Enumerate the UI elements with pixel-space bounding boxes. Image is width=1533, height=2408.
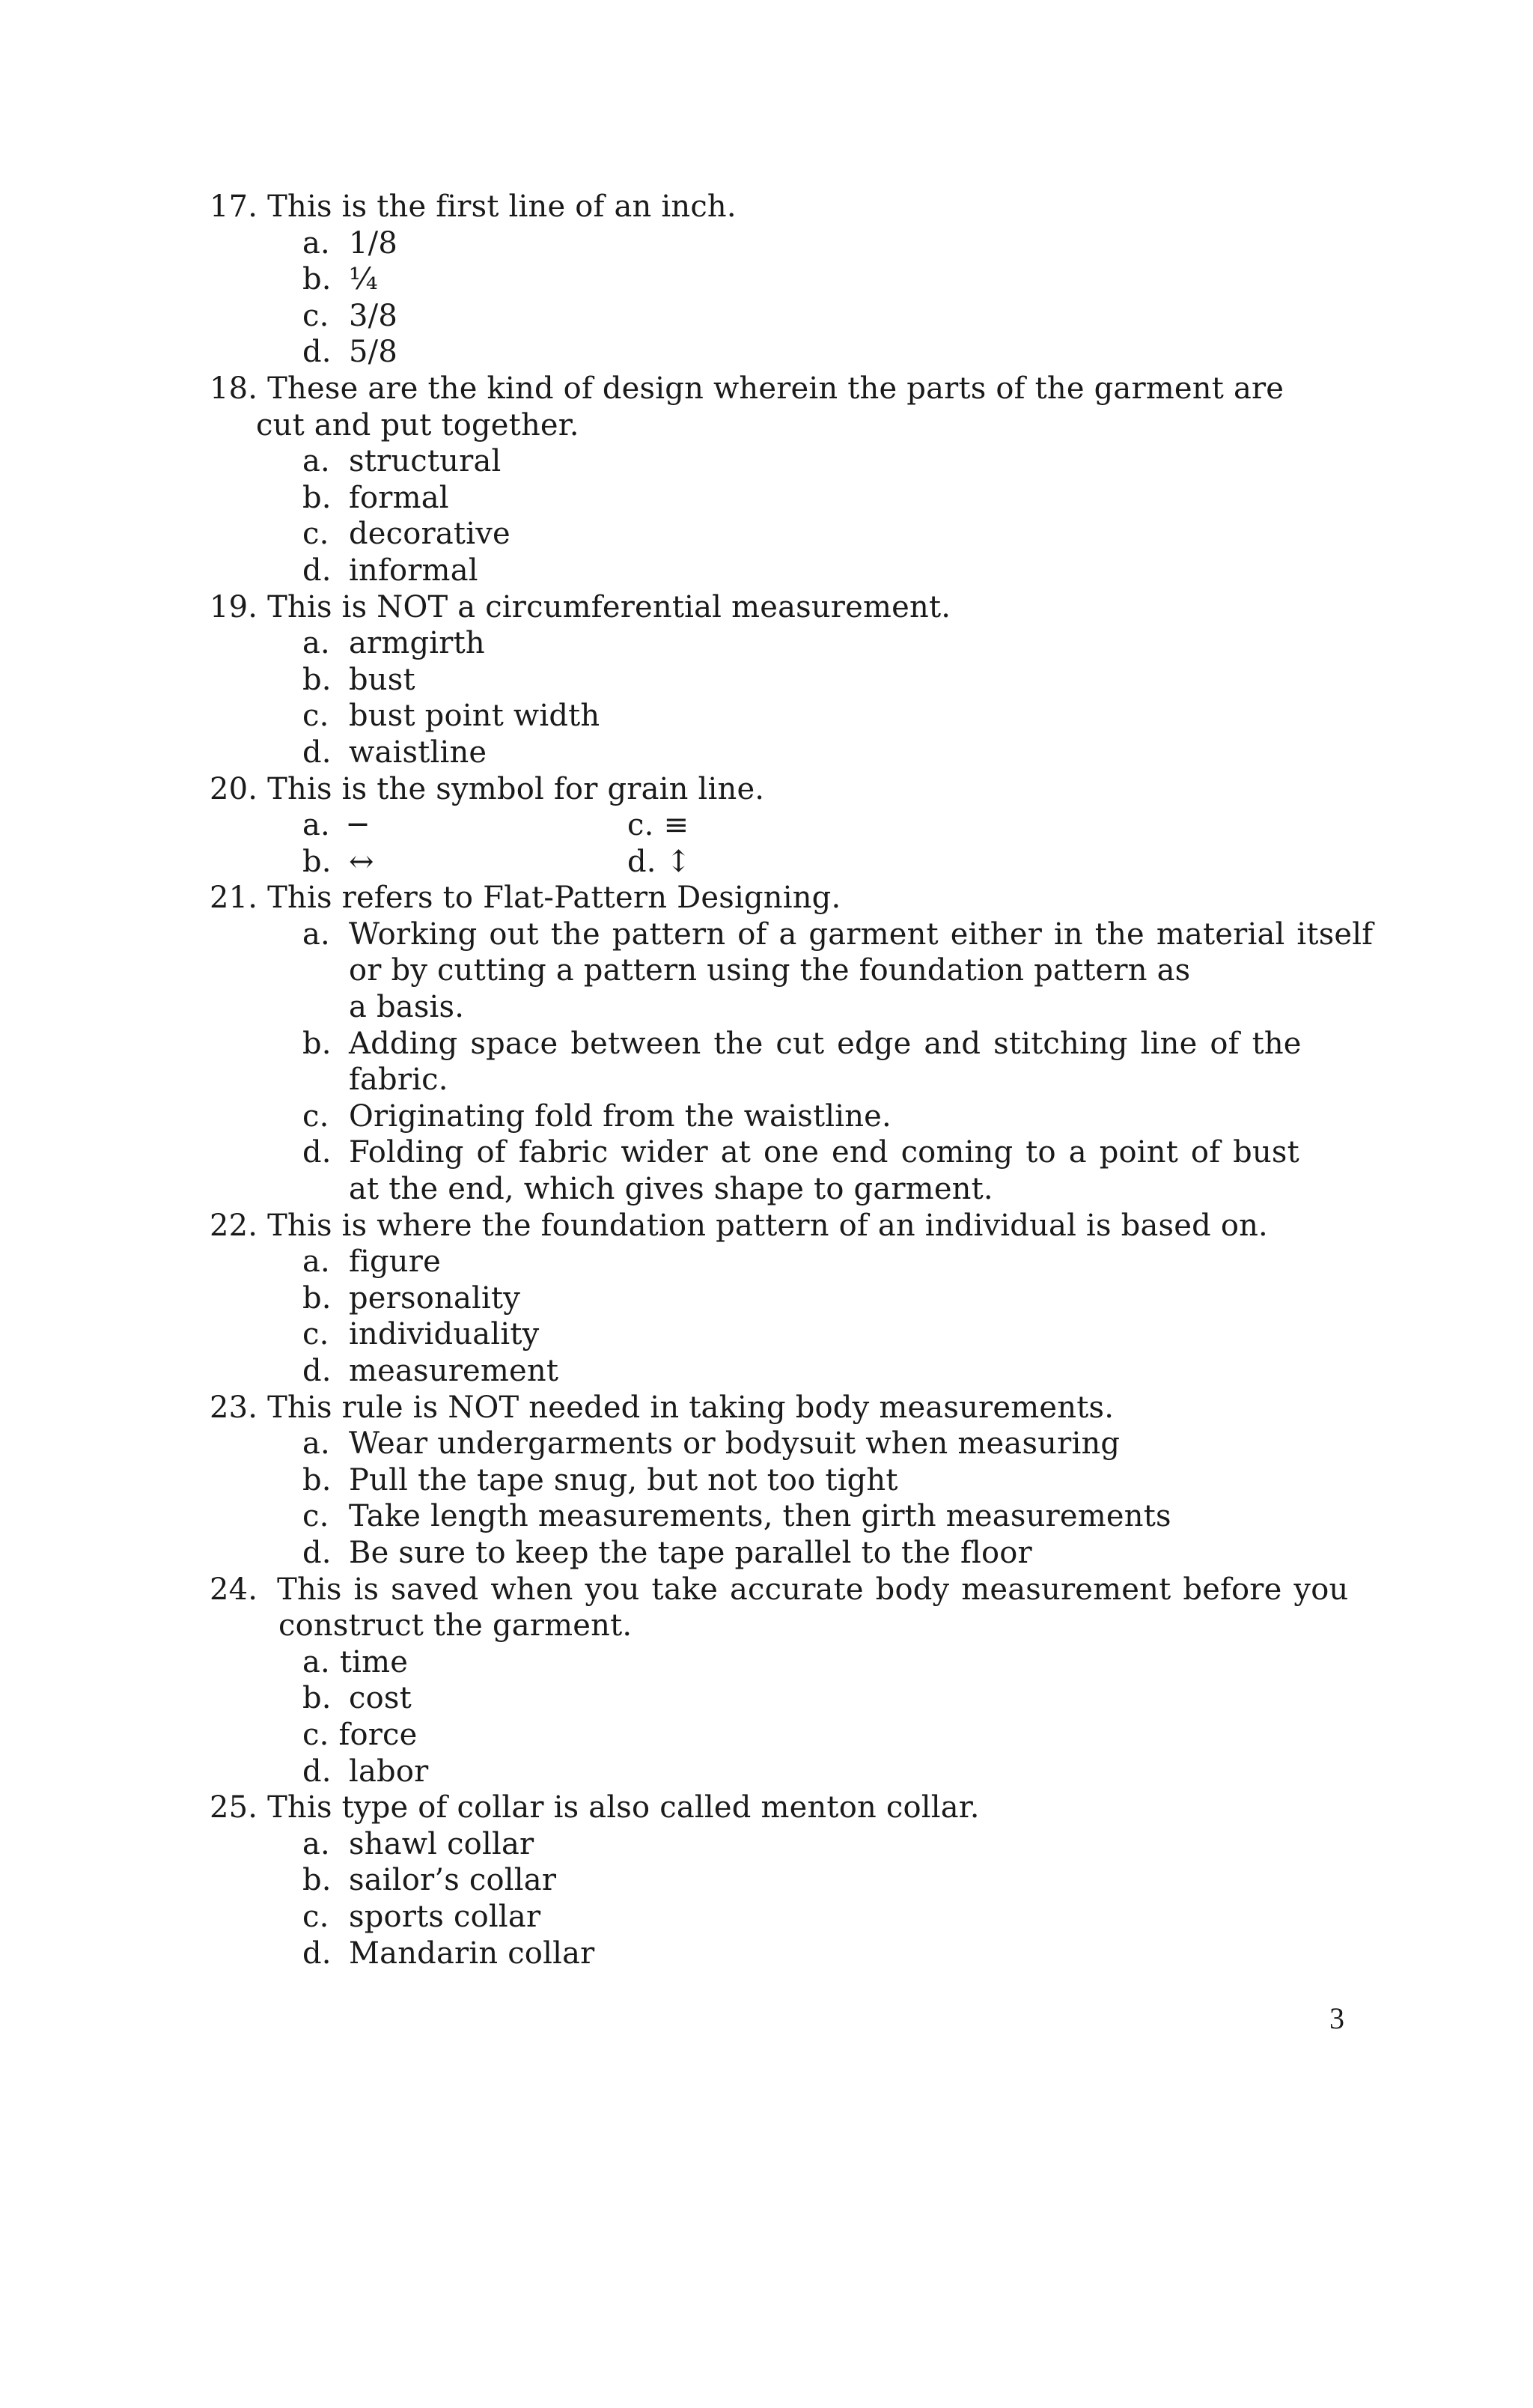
option-label: c. bbox=[302, 1899, 329, 1934]
option-label: c. bbox=[627, 808, 654, 843]
option-label: d. bbox=[302, 1135, 332, 1170]
option-text: Folding of fabric wider at one end coming to a point of bust bbox=[349, 1135, 1299, 1170]
option-text: Mandarin collar bbox=[349, 1936, 595, 1971]
question-text-continuation bbox=[210, 407, 1362, 444]
option-label: b. bbox=[302, 262, 332, 297]
option-label: d. bbox=[302, 1936, 332, 1971]
question-number: 22. bbox=[210, 1208, 258, 1243]
option-label: c. bbox=[302, 1098, 329, 1134]
question-text: This is the first line of an inch. bbox=[267, 189, 737, 224]
question-21 bbox=[210, 880, 1374, 1207]
option-d bbox=[210, 735, 1362, 771]
option-text: bust bbox=[349, 662, 415, 697]
option-text: sailor’s collar bbox=[349, 1863, 557, 1898]
option-text: personality bbox=[349, 1280, 521, 1316]
option-d bbox=[210, 1353, 1362, 1390]
question-stem bbox=[210, 589, 1362, 626]
question-text: This rule is NOT needed in taking body measurements. bbox=[267, 1390, 1115, 1425]
question-stem bbox=[210, 1572, 1362, 1608]
option-c bbox=[210, 1316, 1362, 1353]
option-label: a. bbox=[302, 1426, 330, 1462]
option-c bbox=[210, 1098, 1362, 1135]
option-c bbox=[210, 698, 1362, 735]
option-a bbox=[210, 1244, 1362, 1280]
option-label: c. bbox=[302, 1499, 329, 1534]
option-label: d. bbox=[302, 1354, 332, 1388]
question-number: 23. bbox=[210, 1390, 258, 1425]
option-label: a. bbox=[302, 808, 330, 843]
option-c bbox=[210, 516, 1362, 553]
question-text: This is saved when you take accurate body measurement before you bbox=[277, 1572, 1349, 1607]
option-label: d. bbox=[302, 335, 332, 370]
option-text: decorative bbox=[349, 517, 511, 552]
option-label: a. bbox=[302, 626, 330, 661]
option-a bbox=[210, 625, 1362, 662]
option-label: d. bbox=[302, 735, 332, 770]
option-a-continuation bbox=[210, 989, 1362, 1026]
question-number: 20. bbox=[210, 771, 258, 806]
option-label: b. bbox=[302, 844, 332, 879]
option-label: c. bbox=[302, 1317, 329, 1352]
option-c bbox=[210, 298, 1362, 335]
question-22 bbox=[210, 1208, 1362, 1390]
option-label: d. bbox=[627, 844, 656, 879]
question-text-continuation bbox=[210, 1608, 1362, 1644]
option-text: 3/8 bbox=[349, 298, 397, 333]
option-a bbox=[210, 1644, 1362, 1681]
question-stem bbox=[210, 880, 1362, 916]
option-c bbox=[210, 1498, 1362, 1535]
option-d bbox=[210, 334, 1362, 371]
option-label: a. bbox=[302, 1826, 330, 1861]
question-17 bbox=[210, 189, 1362, 371]
question-text: This type of collar is also called menton collar. bbox=[267, 1790, 980, 1825]
question-text: This refers to Flat-Pattern Designing. bbox=[267, 881, 841, 916]
question-text: This is where the foundation pattern of an individual is based on. bbox=[267, 1208, 1268, 1243]
option-label: d. bbox=[302, 1754, 332, 1789]
option-text: Working out the pattern of a garment either in the material itself bbox=[349, 916, 1374, 952]
question-23 bbox=[210, 1390, 1362, 1572]
question-stem bbox=[210, 1208, 1362, 1244]
question-18 bbox=[210, 371, 1362, 589]
option-d bbox=[210, 1936, 1362, 1972]
question-number: 25. bbox=[210, 1790, 258, 1825]
option-text: Originating fold from the waistline. bbox=[349, 1098, 892, 1134]
option-c bbox=[627, 807, 689, 844]
option-text: time bbox=[339, 1644, 409, 1679]
option-row-a-c bbox=[210, 807, 1362, 844]
option-c bbox=[210, 1717, 1362, 1754]
option-label: c. bbox=[302, 517, 329, 552]
option-text: 5/8 bbox=[349, 335, 397, 370]
option-text: Take length measurements, then girth measurements bbox=[349, 1499, 1171, 1534]
question-stem bbox=[210, 371, 1362, 407]
option-text: labor bbox=[349, 1754, 429, 1789]
option-c bbox=[210, 1899, 1362, 1936]
option-d bbox=[210, 1754, 1362, 1790]
page-number: 3 bbox=[1329, 2001, 1344, 2035]
option-label: c. bbox=[302, 298, 329, 333]
horizontal-line-symbol: ─ bbox=[349, 808, 368, 843]
option-label: a. bbox=[302, 444, 330, 479]
option-label: b. bbox=[302, 662, 332, 697]
question-number: 17. bbox=[210, 189, 258, 224]
question-stem bbox=[210, 1790, 1362, 1826]
option-b bbox=[210, 1462, 1362, 1499]
option-row-b-d bbox=[210, 844, 1362, 881]
option-text: at the end, which gives shape to garment. bbox=[349, 1172, 993, 1207]
option-b bbox=[210, 480, 1362, 517]
option-text: ¼ bbox=[349, 262, 378, 297]
option-d bbox=[627, 844, 691, 881]
option-label: b. bbox=[302, 1462, 332, 1498]
option-a bbox=[210, 225, 1362, 262]
option-label: c. bbox=[302, 699, 329, 734]
option-label: a. bbox=[302, 1644, 330, 1679]
option-b bbox=[302, 845, 374, 879]
option-b bbox=[210, 662, 1362, 699]
option-text: individuality bbox=[349, 1317, 540, 1352]
option-text: shawl collar bbox=[349, 1826, 534, 1861]
double-arrow-vertical-symbol: ↕ bbox=[665, 844, 692, 879]
option-text: armgirth bbox=[349, 626, 485, 661]
option-a bbox=[210, 916, 1374, 953]
option-text: or by cutting a pattern using the foundation pattern as bbox=[349, 953, 1191, 988]
option-label: d. bbox=[302, 553, 332, 588]
option-text: Wear undergarments or bodysuit when measuring bbox=[349, 1426, 1121, 1462]
question-number: 24. bbox=[210, 1572, 258, 1607]
option-text: informal bbox=[349, 553, 478, 588]
option-d-continuation bbox=[210, 1171, 1362, 1208]
option-label: b. bbox=[302, 1863, 332, 1898]
option-label: b. bbox=[302, 1280, 332, 1316]
option-b bbox=[210, 1026, 1362, 1062]
option-text: cost bbox=[349, 1681, 412, 1716]
option-a-continuation bbox=[210, 952, 1362, 989]
option-label: d. bbox=[302, 1535, 332, 1570]
option-text: Be sure to keep the tape parallel to the floor bbox=[349, 1535, 1032, 1570]
option-label: a. bbox=[302, 916, 330, 952]
option-b bbox=[210, 1280, 1362, 1317]
triple-bar-symbol: ≡ bbox=[663, 808, 689, 843]
option-text: formal bbox=[349, 480, 449, 515]
option-text: Pull the tape snug, but not too tight bbox=[349, 1462, 898, 1498]
question-stem bbox=[210, 1390, 1362, 1426]
option-b bbox=[210, 1862, 1362, 1899]
option-text: 1/8 bbox=[349, 225, 397, 261]
option-text: Adding space between the cut edge and stitching line of the bbox=[349, 1026, 1302, 1061]
option-label: b. bbox=[302, 1026, 332, 1061]
option-label: a. bbox=[302, 1244, 330, 1280]
option-text: a basis. bbox=[349, 990, 465, 1025]
option-text: waistline bbox=[349, 735, 487, 770]
question-text: This is NOT a circumferential measurement. bbox=[267, 589, 951, 624]
option-d bbox=[210, 1535, 1362, 1572]
question-text: These are the kind of design wherein the parts of the garment are bbox=[267, 371, 1284, 406]
option-a bbox=[210, 443, 1362, 480]
option-d bbox=[210, 553, 1362, 589]
option-b-continuation bbox=[210, 1062, 1362, 1098]
option-d bbox=[210, 1134, 1362, 1171]
question-stem bbox=[210, 189, 1362, 225]
option-label: a. bbox=[302, 225, 330, 261]
question-text: This is the symbol for grain line. bbox=[267, 771, 765, 806]
option-label: b. bbox=[302, 480, 332, 515]
option-text: figure bbox=[349, 1244, 441, 1280]
option-b bbox=[210, 261, 1362, 298]
option-text: measurement bbox=[349, 1354, 559, 1388]
option-a bbox=[302, 808, 367, 842]
option-text: fabric. bbox=[349, 1062, 448, 1098]
question-19 bbox=[210, 589, 1362, 771]
option-text: structural bbox=[349, 444, 502, 479]
double-arrow-horizontal-symbol: ↔ bbox=[349, 844, 374, 879]
question-number: 19. bbox=[210, 589, 258, 624]
question-stem bbox=[210, 771, 1362, 808]
question-text: cut and put together. bbox=[256, 407, 579, 443]
question-list bbox=[210, 189, 1374, 1971]
option-label: c. bbox=[302, 1717, 329, 1752]
option-a bbox=[210, 1426, 1362, 1462]
option-text: sports collar bbox=[349, 1899, 541, 1934]
option-text: bust point width bbox=[349, 699, 600, 734]
question-number: 21. bbox=[210, 881, 258, 916]
option-label: b. bbox=[302, 1681, 332, 1716]
option-a bbox=[210, 1826, 1362, 1863]
option-text: force bbox=[338, 1717, 418, 1752]
question-24 bbox=[210, 1572, 1362, 1790]
question-text: construct the garment. bbox=[278, 1608, 633, 1644]
option-b bbox=[210, 1680, 1362, 1717]
question-25 bbox=[210, 1790, 1362, 1971]
question-text-line bbox=[210, 371, 1284, 407]
question-number: 18. bbox=[210, 371, 258, 406]
question-20 bbox=[210, 771, 1362, 881]
